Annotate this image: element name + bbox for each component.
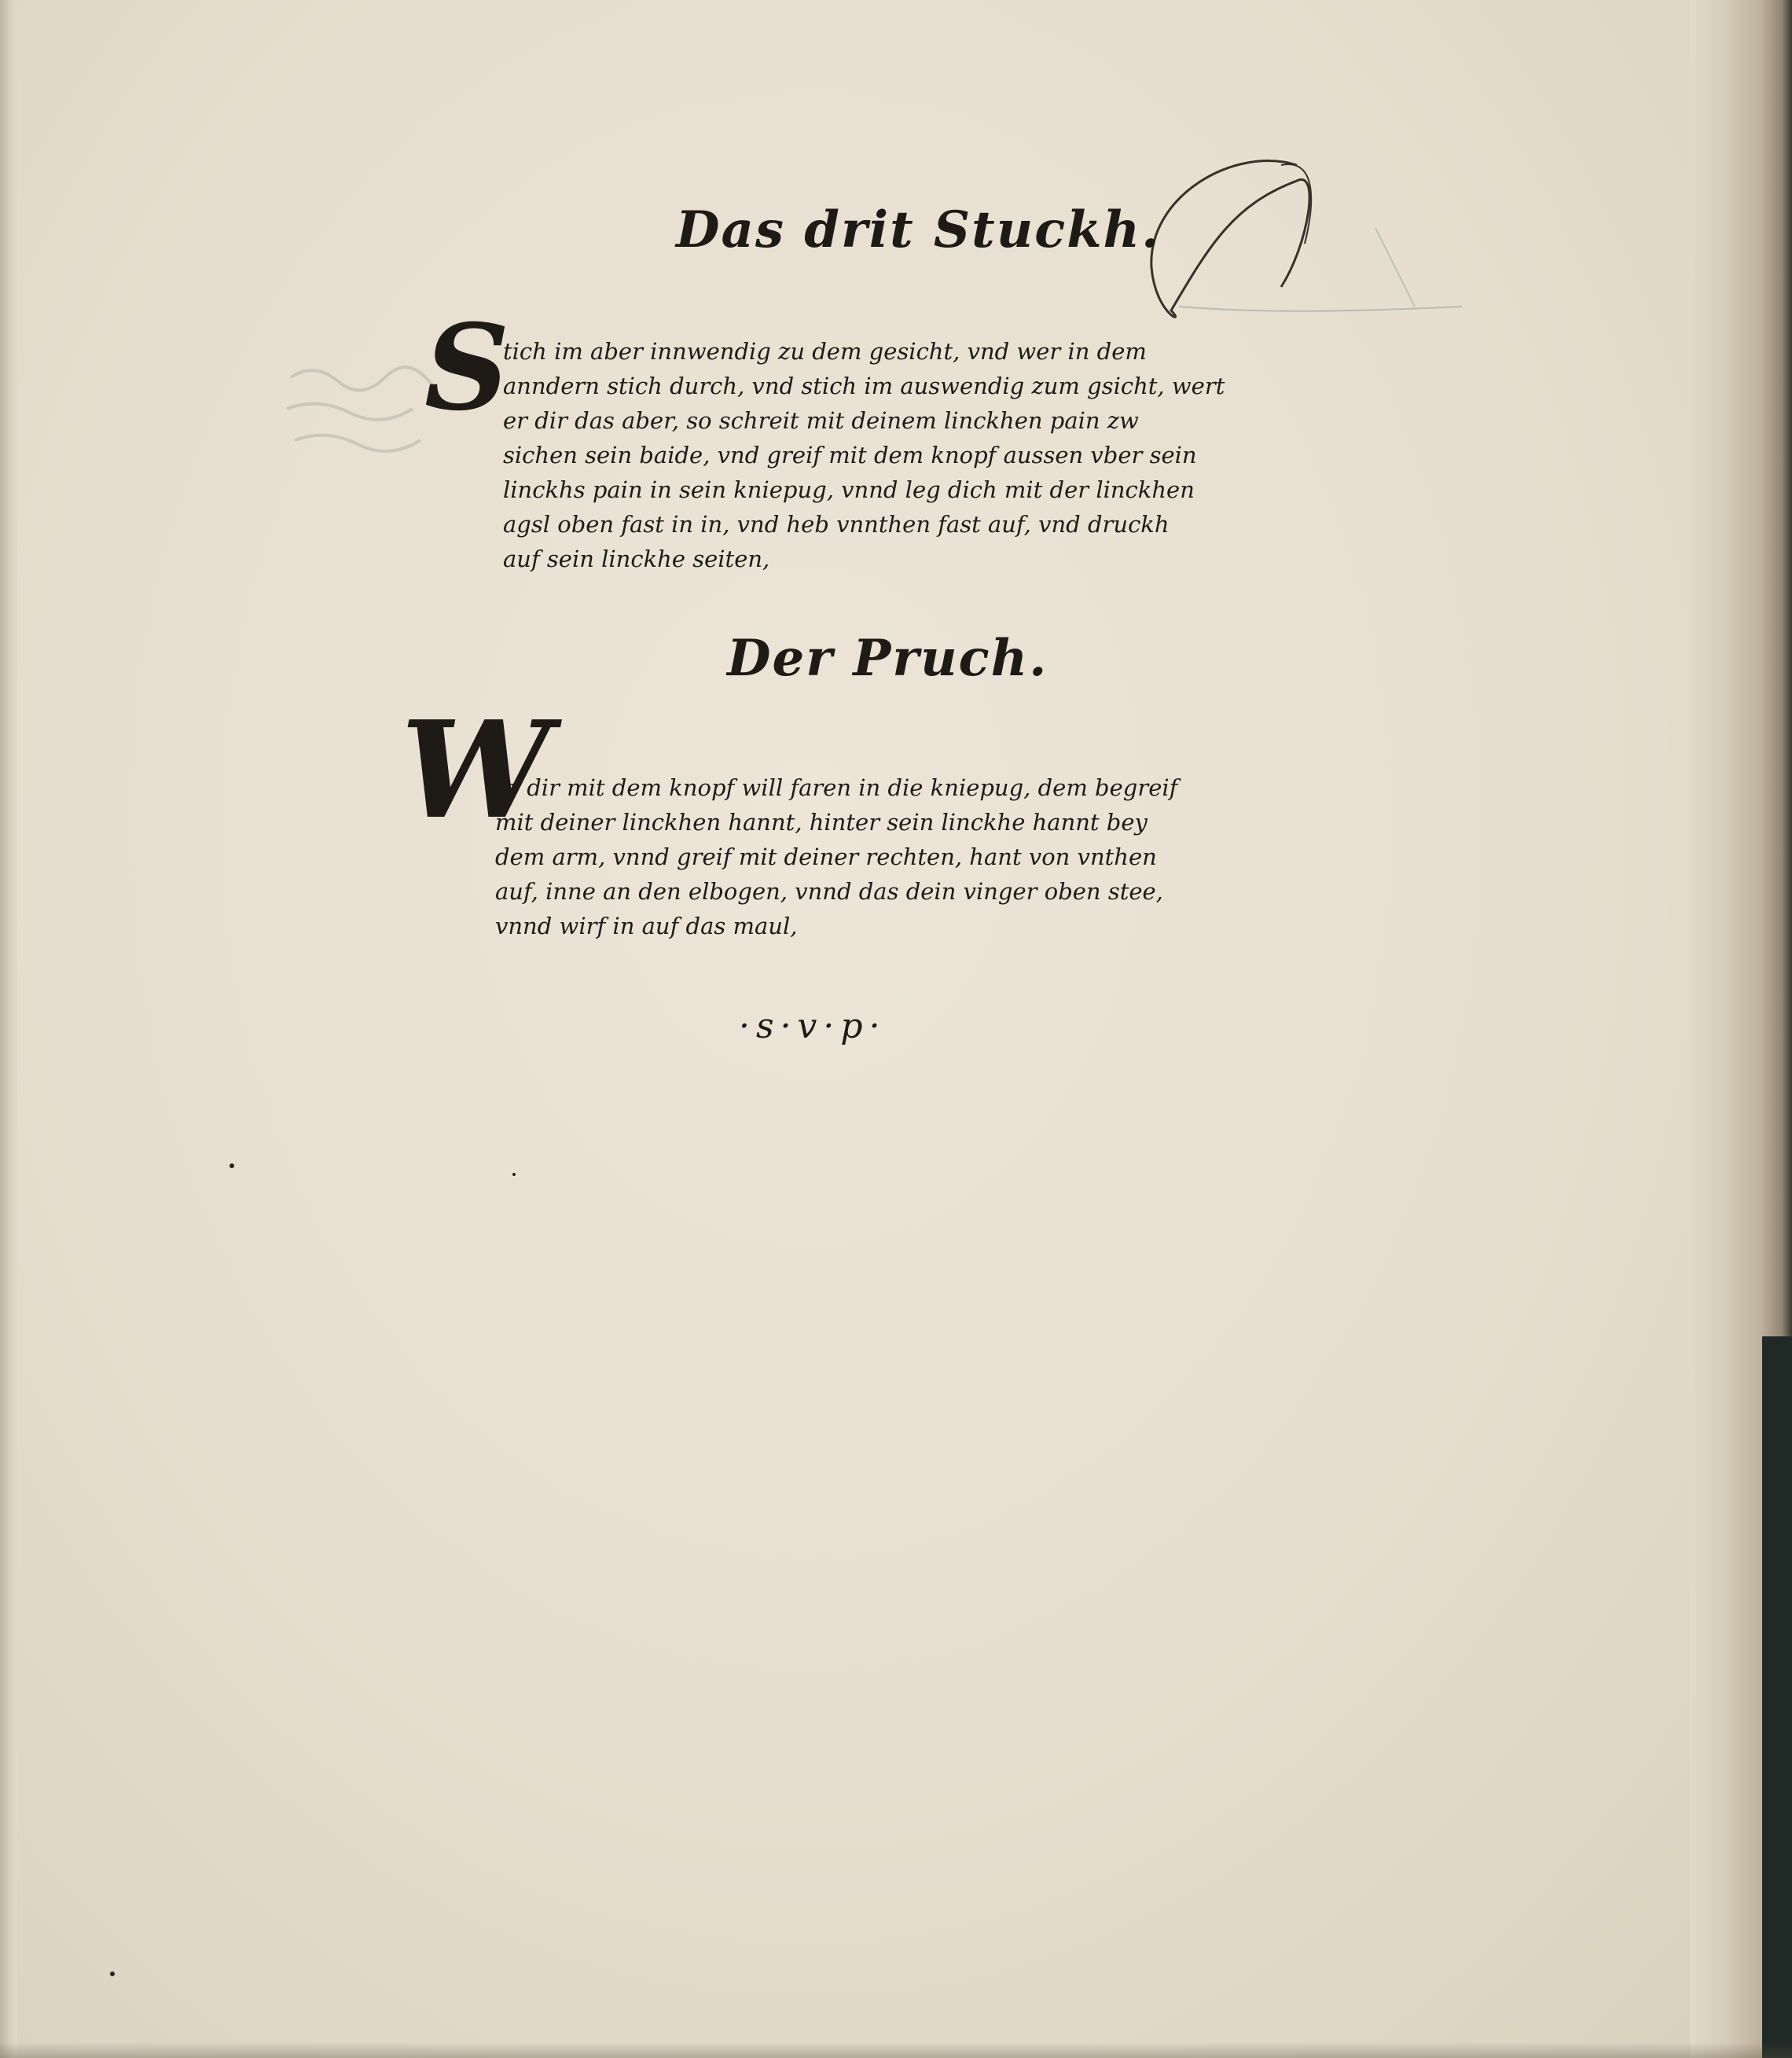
- ink-speck: [512, 1173, 516, 1176]
- text-line: linckhs pain in sein kniepug, vnnd leg dich mit der linckhen: [503, 476, 1195, 503]
- text-line: agsl oben fast in in, vnd heb vnnthen fast auf, vnd druckh: [503, 511, 1170, 538]
- text-line: auf, inne an den elbogen, vnnd das dein vinger oben stee,: [495, 878, 1163, 905]
- pen-flourish: [1116, 149, 1470, 330]
- section-heading-2: Der Pruch.: [727, 629, 1048, 688]
- text-line: tich im aber innwendig zu dem gesicht, vnd wer in dem: [503, 338, 1147, 365]
- ink-bleed-through: [283, 346, 440, 472]
- decorated-initial-1: S: [424, 299, 510, 437]
- bottom-shadow: [0, 2042, 1792, 2058]
- text-line: vnnd wirf in auf das maul,: [495, 913, 798, 939]
- text-line: er dir mit dem knopf will faren in die kniepug, dem begreif: [495, 774, 1178, 801]
- ink-speck: [110, 1972, 115, 1976]
- backdrop-shadow: [1762, 1336, 1792, 2058]
- section-text-1: [503, 334, 1225, 576]
- ink-speck: [230, 1163, 234, 1168]
- decorated-initial-2: W: [401, 692, 551, 849]
- text-line: sichen sein baide, vnd greif mit dem knopf aussen vber sein: [503, 442, 1197, 469]
- text-line: auf sein linckhe seiten,: [503, 546, 770, 572]
- section-heading-1: Das drit Stuckh.: [676, 200, 1161, 259]
- text-line: dem arm, vnnd greif mit deiner rechten, hant von vnthen: [495, 843, 1157, 870]
- catchword: ·s·v·p·: [739, 1006, 887, 1046]
- section-text-2: [495, 770, 1177, 943]
- text-line: mit deiner linckhen hannt, hinter sein linckhe hannt bey: [495, 809, 1148, 836]
- text-line: anndern stich durch, vnd stich im auswendig zum gsicht, wert: [503, 373, 1225, 399]
- text-line: er dir das aber, so schreit mit deinem linckhen pain zw: [503, 407, 1139, 434]
- binding-edge: [0, 0, 17, 2058]
